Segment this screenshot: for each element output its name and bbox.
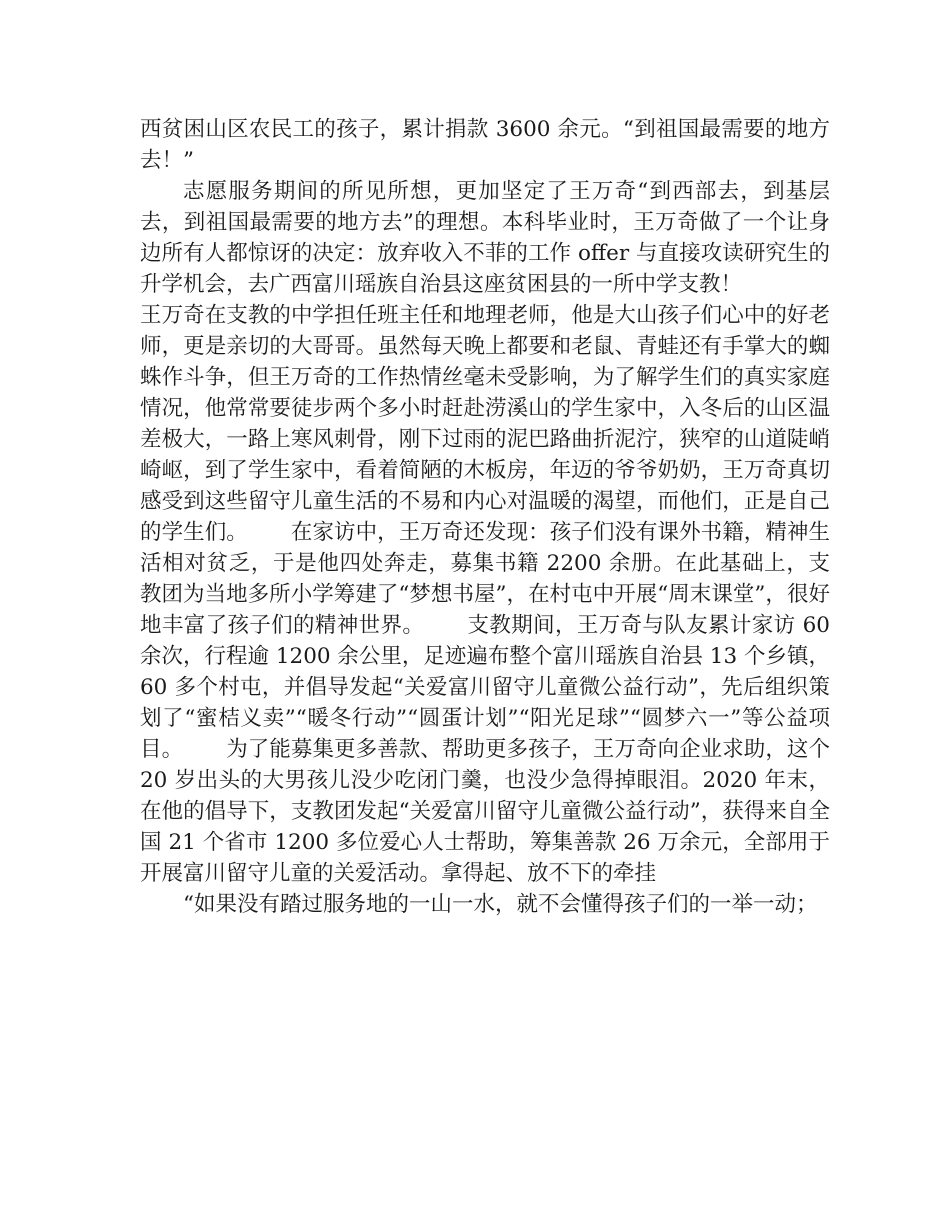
paragraph-1 (140, 114, 830, 176)
paragraph-2-text: 志愿服务期间的所见所想，更加坚定了王万奇“到西部去，到基层去，到祖国最需要的地方去”的理想。本科毕业时，王万奇做了一个让身边所有人都惊讶的决定：放弃收入不菲的工作 offer 与直接攻读研究生的升学机会，去广西富川瑶族自治县这座贫困县的一所中学支教！ (140, 179, 830, 297)
document-body (140, 114, 830, 920)
paragraph-4-text: “如果没有踏过服务地的一山一水，就不会懂得孩子们的一举一动； (183, 892, 818, 917)
paragraph-3-segment-1: 王万奇在支教的中学担任班主任和地理老师，他是大山孩子们心中的好老师，更是亲切的大哥哥。虽然每天晚上都要和老鼠、青蛙还有手掌大的蜘蛛作斗争，但王万奇的工作热情丝毫未受影响，为了解学生们的真实家庭情况，他常常要徒步两个多小时赶赴涝溪山的学生家中，入冬后的山区温差极大，一路上寒风刺骨，刚下过雨的泥巴路曲折泥泞，狭窄的山道陡峭崎岖，到了学生家中，看着简陋的木板房，年迈的爷爷奶奶，王万奇真切感受到这些留守儿童生活的不易和内心对温暖的渴望，而他们，正是自己的学生们。 (140, 303, 830, 545)
paragraph-3-segment-2: 在家访中，王万奇还发现：孩子们没有课外书籍，精神生活相对贫乏，于是他四处奔走，募集书籍 2200 余册。在此基础上，支教团为当地多所小学筹建了“梦想书屋”，在村屯中开展“周末课堂”，很好地丰富了孩子们的精神世界。 (140, 520, 830, 638)
paragraph-4 (140, 889, 830, 920)
paragraph-3-segment-3: 支教期间，王万奇与队友累计家访 60 余次，行程逾 1200 余公里，足迹遍布整个富川瑶族自治县 13 个乡镇，60 多个村屯，并倡导发起“关爱富川留守儿童微公益行动”，先后组织策划了“蜜桔义卖”“暖冬行动”“圆蛋计划”“阳光足球”“圆梦六一”等公益项目。 (140, 613, 830, 762)
paragraph-2 (140, 176, 830, 300)
paragraph-3 (140, 300, 830, 889)
paragraph-1-text: 西贫困山区农民工的孩子，累计捐款 3600 余元。“到祖国最需要的地方去！” (140, 117, 830, 173)
paragraph-3-segment-4: 为了能募集更多善款、帮助更多孩子，王万奇向企业求助，这个 20 岁出头的大男孩儿没少吃闭门羹，也没少急得掉眼泪。2020 年末，在他的倡导下，支教团发起“关爱富川留守儿童微公益行动”，获得来自全国 21 个省市 1200 多位爱心人士帮助，筹集善款 26 万余元，全部用于开展富川留守儿童的关爱活动。拿得起、放不下的牵挂 (140, 737, 830, 886)
